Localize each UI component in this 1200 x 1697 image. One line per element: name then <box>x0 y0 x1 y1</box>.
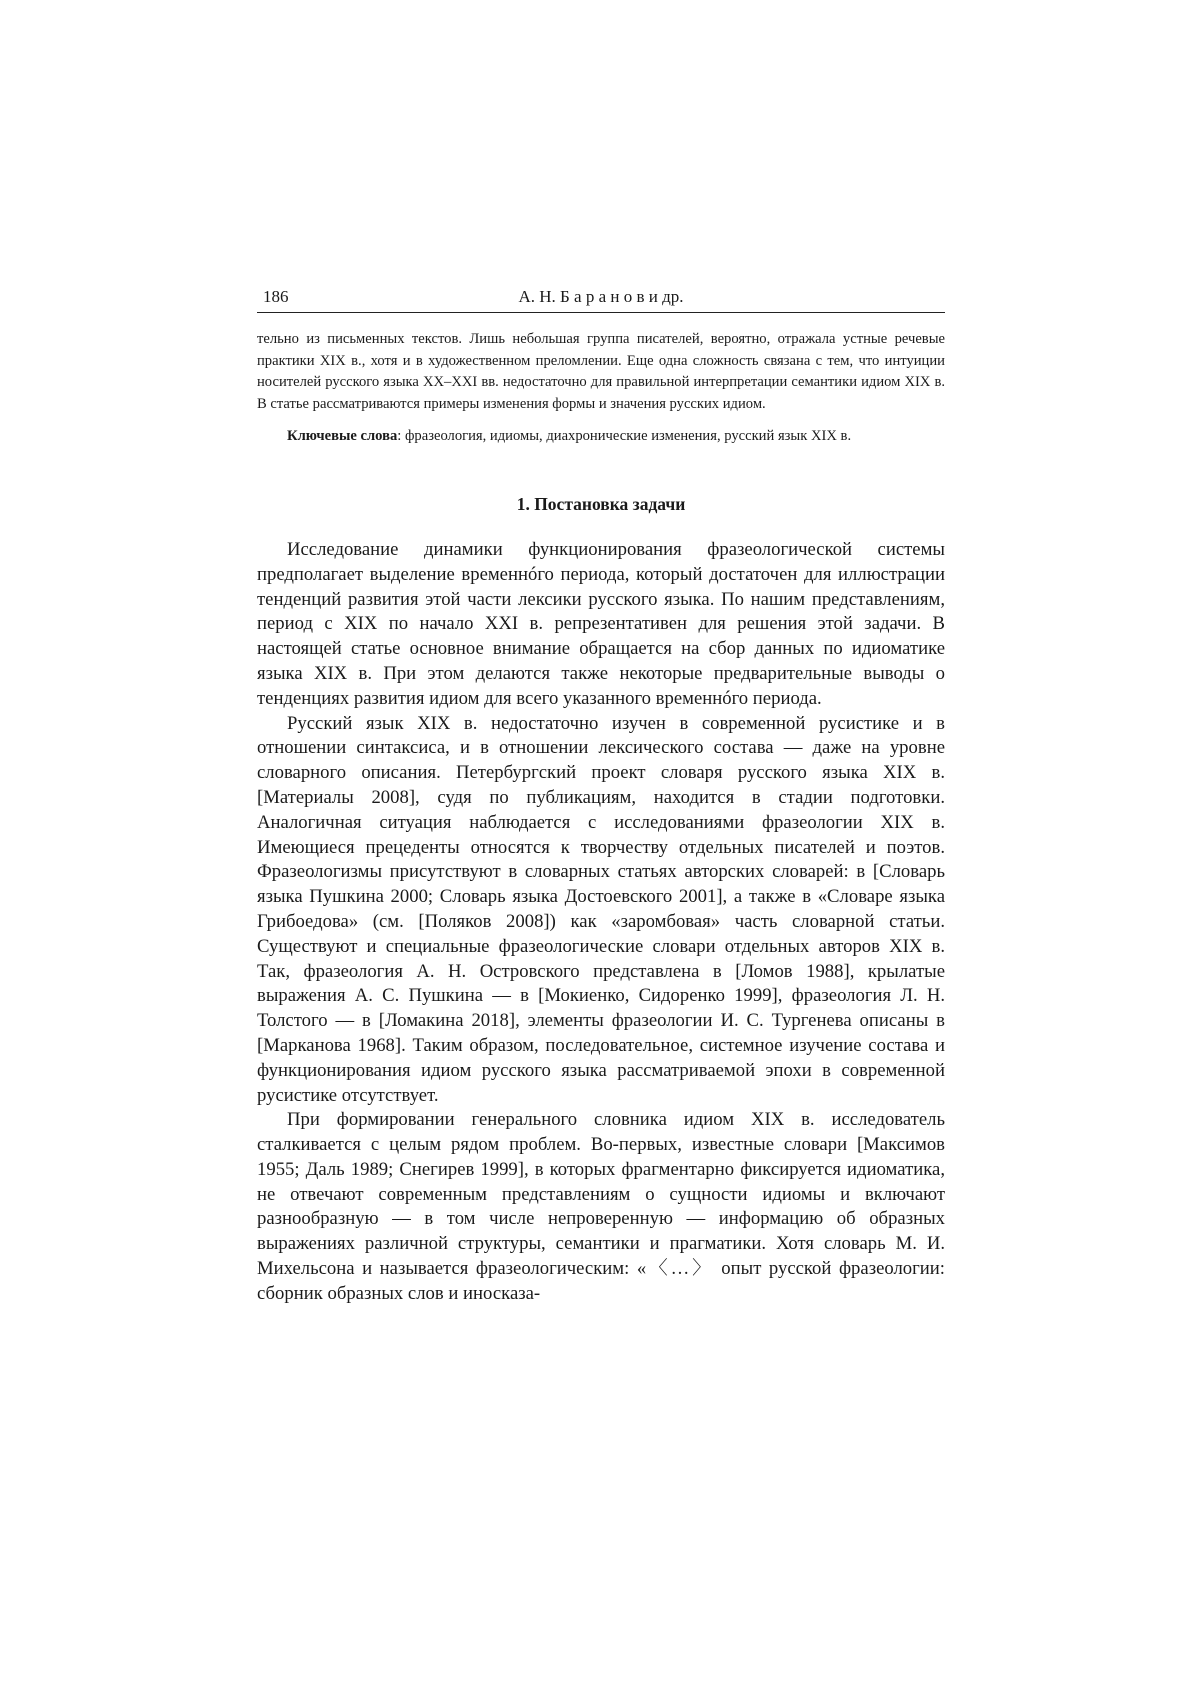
running-header <box>257 282 945 313</box>
page-number: 186 <box>263 287 289 306</box>
page <box>257 282 945 1307</box>
keywords-label: Ключевые слова <box>287 428 398 445</box>
abstract <box>257 329 945 448</box>
body-paragraph: Русский язык XIX в. недостаточно изучен в современной русистике и в отношении синтаксиса, и в отношении лексического состава — даже на уровне словарного описания. Петербургский проект словаря русского языка XIX в. [Материалы 2008], судя по публикациям, находится в стадии подготовки. Аналогичная ситуация наблюдается с исследованиями фразеологии XIX в. Имеющиеся прецеденты относятся к творчеству отдельных писателей и поэтов. Фразеологизмы присутствуют в словарных статьях авторских словарей: в [Словарь языка Пушкина 2000; Словарь языка Достоевского 2001], а также в «Словаре языка Грибоедова» (см. [Поляков 2008]) как «заромбовая» часть словарной статьи. Существуют и специальные фразеологические словари отдельных авторов XIX в. Так, фразеология А. Н. Островского представлена в [Ломов 1988], крылатые выражения А. С. Пушкина — в [Мокиенко, Сидоренко 1999], фразеология Л. Н. Толстого — в [Ломакина 2018], элементы фразеологии И. С. Тургенева описаны в [Марканова 1968]. Таким образом, последовательное, системное изучение состава и функционирования идиом русского языка рассматриваемой эпохи в современной русистике отсутствует. <box>257 712 945 1106</box>
body-paragraph: Исследование динамики функционирования фразеологической системы предполагает выделение временнóго периода, который достаточен для иллюстрации тенденций развития этой части лексики русского языка. По нашим представлениям, период с XIX по начало XXI в. репрезентативен для решения этой задачи. В настоящей статье основное внимание обращается на сбор данных по идиоматике языка XIX в. При этом делаются также некоторые предварительные выводы о тенденциях развития идиом для всего указанного временнóго периода. <box>257 538 945 709</box>
section-heading: 1. Постановка задачи <box>516 493 686 514</box>
running-title: А. Н. Б а р а н о в и др. <box>518 287 684 306</box>
keywords <box>257 426 945 448</box>
body-text <box>257 538 945 1307</box>
keywords-text: : фразеология, идиомы, диахронические изменения, русский язык XIX в. <box>397 428 852 445</box>
body-paragraph: При формировании генерального словника идиом XIX в. исследователь сталкивается с целым рядом проблем. Во-первых, известные словари [Максимов 1955; Даль 1989; Снегирев 1999], в которых фрагментарно фиксируется идиоматика, не отвечают современным представлениям о сущности идиомы и включают разнообразную — в том числе непроверенную — информацию об образных выражениях различной структуры, семантики и прагматики. Хотя словарь М. И. Михельсона и называется фразеологическим: «〈…〉 опыт русской фразеологии: сборник образных слов и иносказа- <box>257 1109 945 1304</box>
abstract-text: тельно из письменных текстов. Лишь небольшая группа писателей, вероятно, отражала устные речевые практики XIX в., хотя и в художественном преломлении. Еще одна сложность связана с тем, что интуиции носителей русского языка XX–XXI вв. недостаточно для правильной интерпретации семантики идиом XIX в. В статье рассматриваются примеры изменения формы и значения русских идиом. <box>257 331 945 412</box>
